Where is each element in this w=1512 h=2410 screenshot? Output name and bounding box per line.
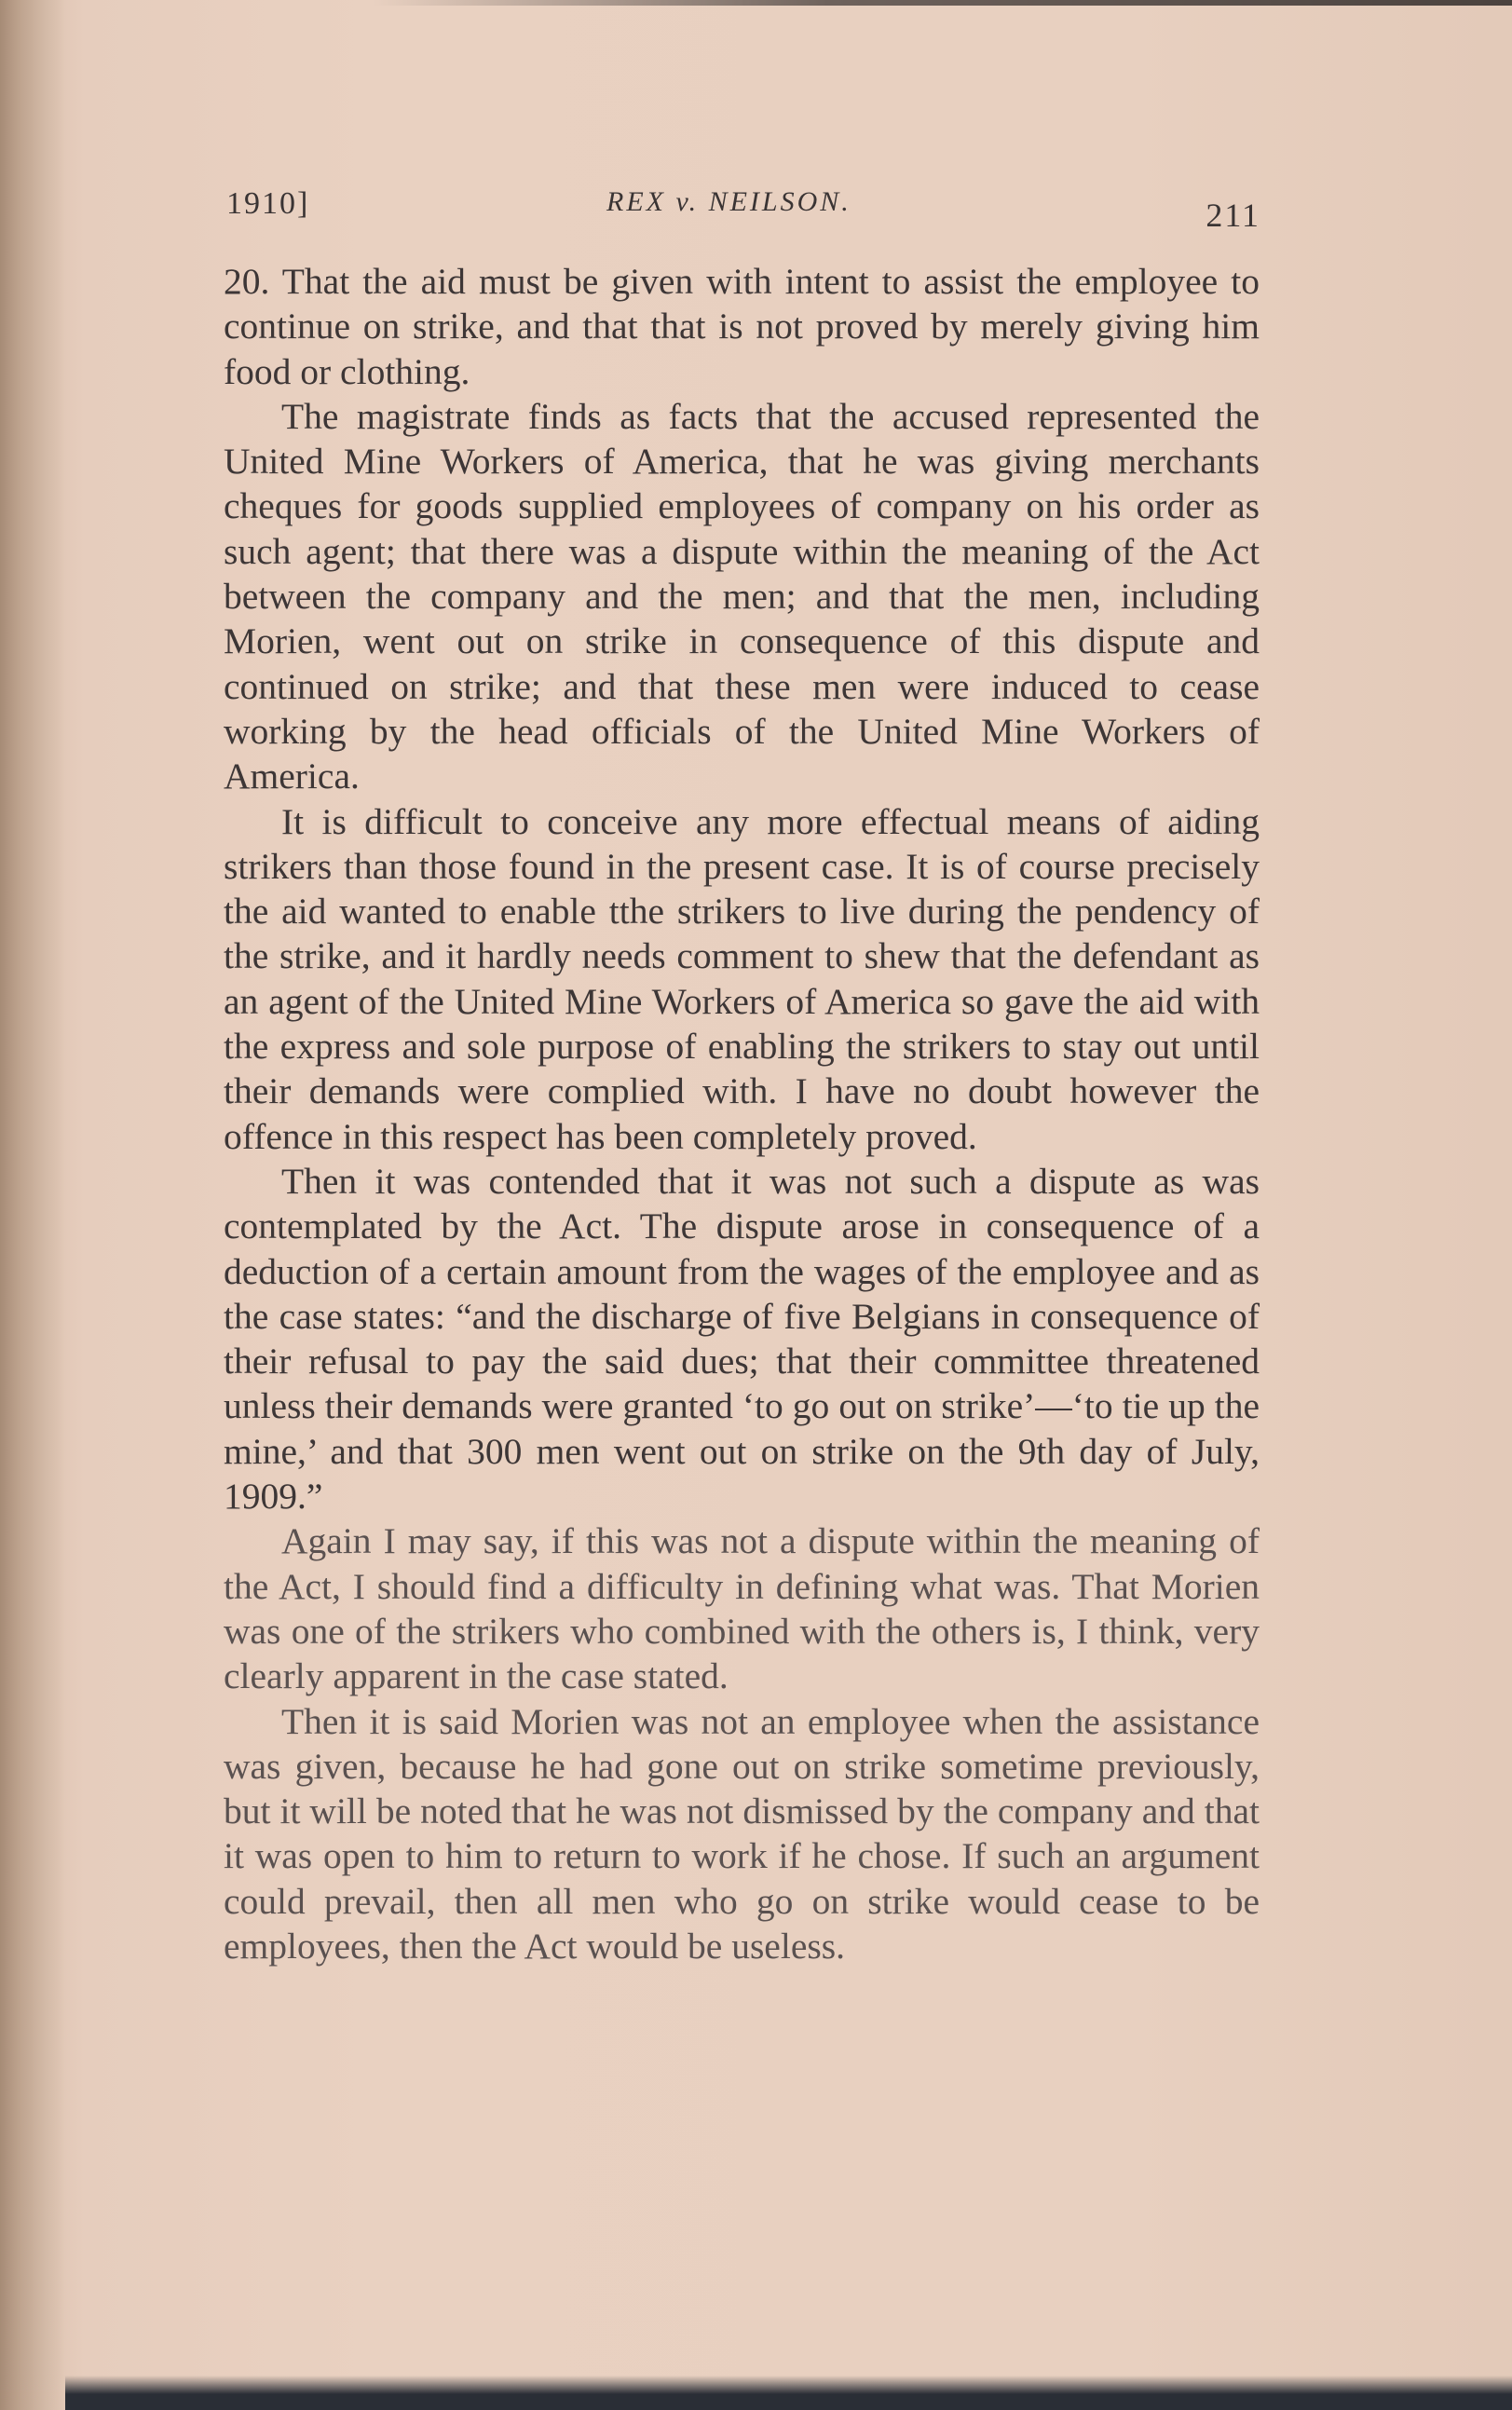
running-head-title: REX v. NEILSON. <box>606 186 851 217</box>
running-head-year: 1910] <box>226 186 310 221</box>
top-page-edge <box>373 0 1512 6</box>
body-text <box>224 259 1260 1968</box>
paragraph-4: Then it was contended that it was not such a dispute as was contemplated by the Act. The dispute arose in consequence of a deduction of a certain amount from the wages of the employee and as the case states: “and the discharge of five Belgians in consequence of their refusal to pay the said dues; that their committee threatened unless their demands were granted ‘to go out on strike’—‘to tie up the mine,’ and that 300 men went out on strike on the 9th day of July, 1909.” <box>224 1160 1260 1518</box>
page-binding-edge <box>0 0 65 2410</box>
running-head <box>226 183 1260 238</box>
page-number: 211 <box>1206 197 1260 234</box>
paragraph-3: It is difficult to conceive any more effectual means of aiding strikers than those found in the present case. It is of course precisely the aid wanted to enable tthe strikers to live during the pendency of the strike, and it hardly needs comment to shew that the defendant as an agent of the United Mine Workers of America so gave the aid with the express and sole purpose of enabling the strikers to stay out until their demands were complied with. I have no doubt however the offence in this respect has been completely proved. <box>224 800 1260 1157</box>
bottom-edge <box>65 2376 1512 2410</box>
paragraph-1: 20. That the aid must be given with intent to assist the employee to continue on strike, and that that is not proved by merely giving him food or clothing. <box>224 261 1260 392</box>
paragraph-5: Again I may say, if this was not a dispute within the meaning of the Act, I should find a difficulty in defining what was. That Morien was one of the strikers who combined with the others is, I think, very clearly apparent in the case stated. <box>224 1520 1260 1697</box>
paragraph-2: The magistrate finds as facts that the accused represented the United Mine Workers of America, that he was giving merchants cheques for goods supplied employees of company on his order as such agent; that there was a dispute within the meaning of the Act between the company and the men; and that the men, including Morien, went out on strike in consequence of this dispute and continued on strike; and that these men were induced to cease working by the head officials of the United Mine Workers of America. <box>224 395 1260 797</box>
paragraph-6: Then it is said Morien was not an employee when the assistance was given, because he had gone out on strike sometime previously, but it will be noted that he was not dismissed by the company and that it was open to him to return to work if he chose. If such an argument could prevail, then all men who go on strike would cease to be employees, then the Act would be useless. <box>224 1700 1260 1967</box>
